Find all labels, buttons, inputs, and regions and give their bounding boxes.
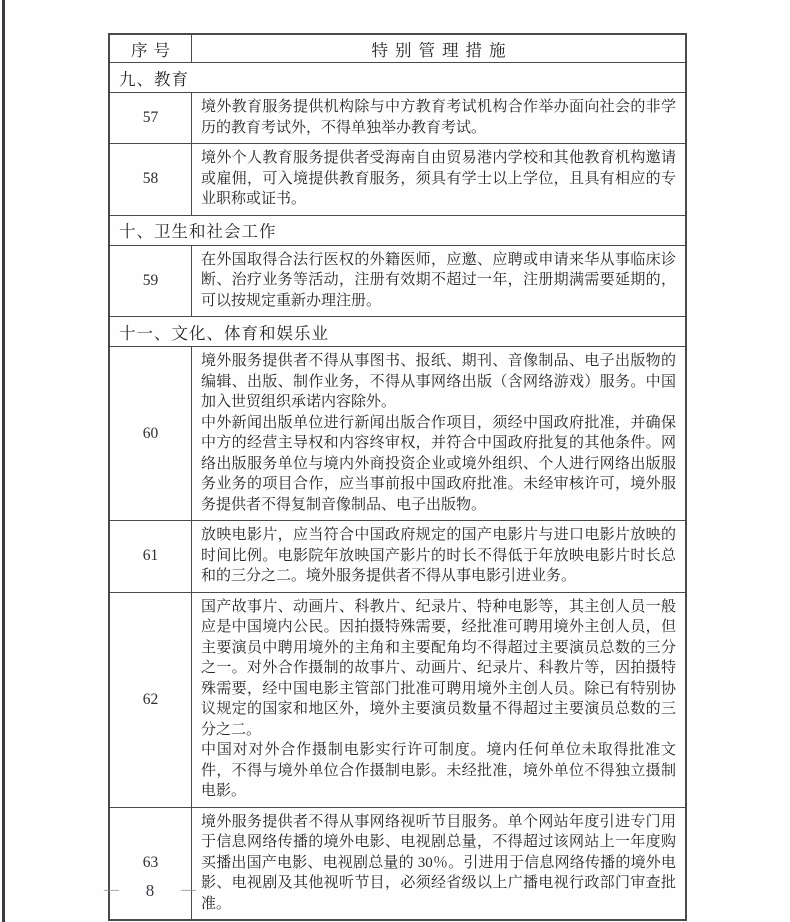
special-measures-table <box>108 33 687 921</box>
section-row <box>109 63 686 93</box>
measure-paragraph: 境外教育服务提供机构除与中方教育考试机构合作举办面向社会的非学历的教育考试外，不得单独举办教育考试。 <box>201 99 676 136</box>
measure-number: 60 <box>109 347 192 521</box>
measure-row <box>109 93 686 144</box>
measure-paragraph: 中国对对外合作摄制电影实行许可制度。境内任何单位未取得批准文件，不得与境外单位合作摄制电影。未经批准，境外单位不得独立摄制电影。 <box>201 742 676 799</box>
page-footer <box>104 879 196 901</box>
footer-dash-right: — <box>181 881 196 898</box>
table-header <box>109 34 686 63</box>
measure-number: 58 <box>109 144 192 216</box>
measure-number: 62 <box>109 592 192 807</box>
measure-row <box>109 521 686 593</box>
measure-row <box>109 592 686 807</box>
header-row <box>109 34 686 63</box>
measure-number: 59 <box>109 245 192 317</box>
table-body <box>109 63 686 921</box>
measure-text-cell <box>192 807 687 920</box>
measure-row <box>109 245 686 317</box>
measure-paragraph: 境外服务提供者不得从事网络视听节目服务。单个网站年度引进专门用于信息网络传播的境外电影、电视剧总量，不得超过该网站上一年度购买播出国产电影、电视剧总量的 30％。引进用于信息网络传播的境外电影、电视剧及其他视听节目，必须经省级以上广播电视行政部门审查批准。 <box>201 813 676 912</box>
section-label: 九、教育 <box>109 63 686 93</box>
measure-text-cell <box>192 144 687 216</box>
measure-number: 61 <box>109 521 192 593</box>
measure-text-cell <box>192 93 687 144</box>
measure-text-cell <box>192 521 687 593</box>
measure-paragraph: 境外个人教育服务提供者受海南自由贸易港内学校和其他教育机构邀请或雇佣，可入境提供教育服务，须具有学士以上学位，且具有相应的专业职称或证书。 <box>201 150 676 207</box>
section-row <box>109 215 686 245</box>
measure-paragraph: 放映电影片，应当符合中国政府规定的国产电影片与进口电影片放映的时间比例。电影院年放映国产影片的时长不得低于年放映电影片时长总和的三分之二。境外服务提供者不得从事电影引进业务。 <box>201 527 676 584</box>
section-row <box>109 317 686 347</box>
measure-text-cell <box>192 592 687 807</box>
page-number: 8 <box>145 880 155 900</box>
measure-text-cell <box>192 347 687 521</box>
measure-paragraph: 中外新闻出版单位进行新闻出版合作项目，须经中国政府批准，并确保中方的经营主导权和内容终审权，并符合中国政府批复的其他条件。网络出版服务单位与境内外商投资企业或境外组织、个人进行网络出版服务业务的项目合作，应当事前报中国政府批准。未经审核许可，境外服务提供者不得复制音像制品、电子出版物。 <box>201 414 676 513</box>
measure-number: 57 <box>109 93 192 144</box>
column-header-measures: 特别管理措施 <box>192 34 687 63</box>
section-label: 十、卫生和社会工作 <box>109 215 686 245</box>
measure-paragraph: 境外服务提供者不得从事图书、报纸、期刊、音像制品、电子出版物的编辑、出版、制作业务，不得从事网络出版（含网络游戏）服务。中国加入世贸组织承诺内容除外。 <box>201 353 676 410</box>
column-header-index: 序号 <box>109 34 192 63</box>
measure-paragraph: 在外国取得合法行医权的外籍医师，应邀、应聘或申请来华从事临床诊断、治疗业务等活动，注册有效期不超过一年，注册期满需要延期的，可以按规定重新办理注册。 <box>201 251 676 309</box>
measure-row <box>109 807 686 920</box>
measure-row <box>109 144 686 216</box>
section-label: 十一、文化、体育和娱乐业 <box>109 317 686 347</box>
scan-edge-line <box>2 0 5 922</box>
measure-text-cell <box>192 245 687 317</box>
footer-dash-left: — <box>104 881 119 898</box>
measure-row <box>109 347 686 521</box>
measure-paragraph: 国产故事片、动画片、科教片、纪录片、特种电影等，其主创人员一般应是中国境内公民。因拍摄特殊需要，经批准可聘用境外主创人员，但主要演员中聘用境外的主角和主要配角均不得超过主要演员总数的三分之一。对外合作摄制的故事片、动画片、纪录片、科教片等，因拍摄特殊需要，经中国电影主管部门批准可聘用境外主创人员。除已有特别协议规定的国家和地区外，境外主要演员数量不得超过主要演员总数的三分之二。 <box>201 598 676 738</box>
measure-number: 63 <box>109 807 192 920</box>
